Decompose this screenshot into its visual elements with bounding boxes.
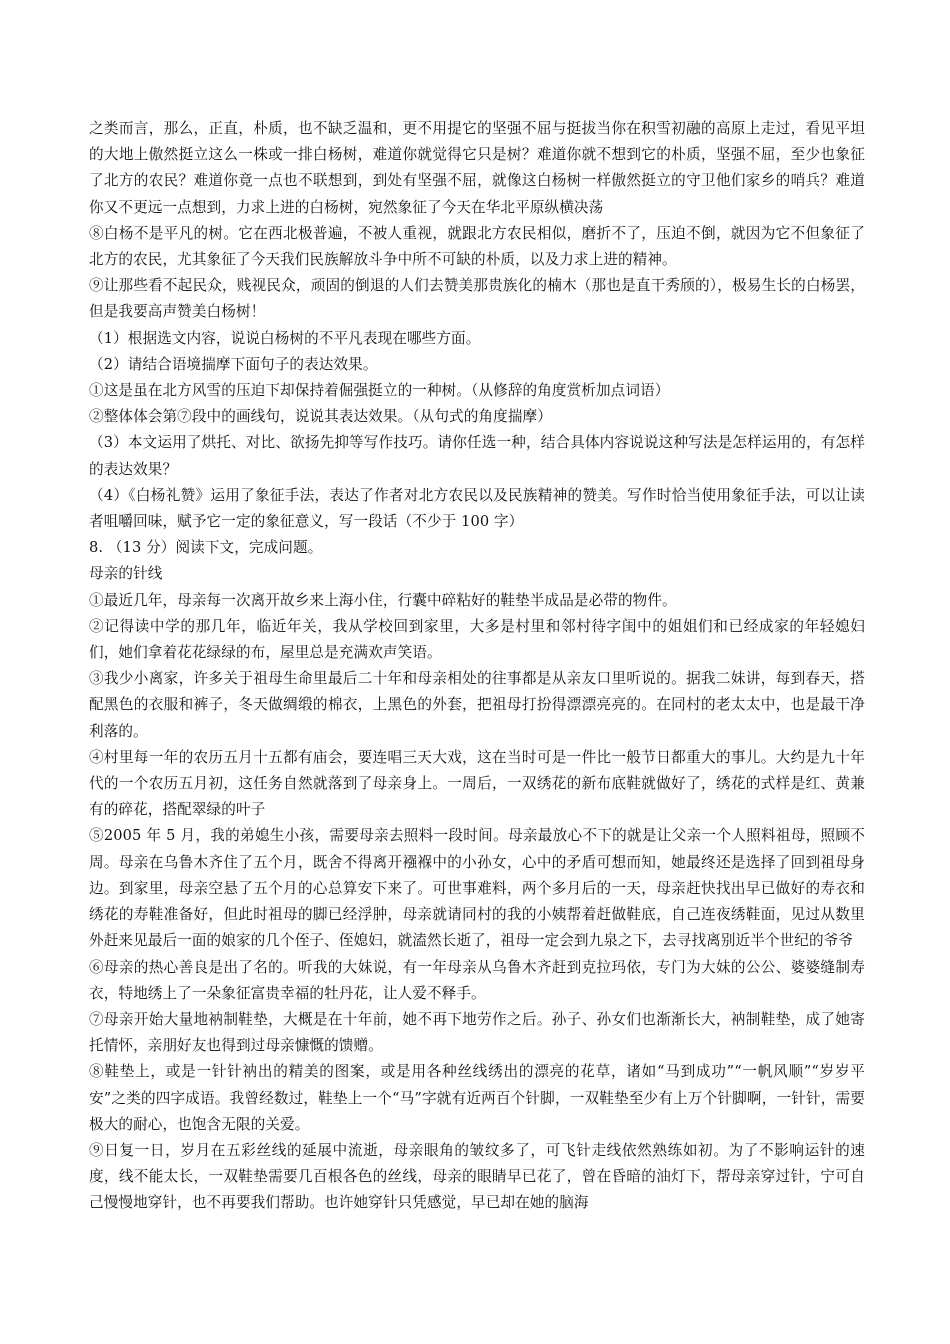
document-body <box>89 116 865 1217</box>
paragraph-text: ⑧鞋垫上，或是一针针衲出的精美的图案，或是用各种丝线绣出的漂亮的花草，诸如“马到成功”“一帆风顺”“岁岁平安”之类的四字成语。我曾经数过，鞋垫上一个“马”字就有近两百个针脚，一双鞋垫至少有上万个针脚啊，一针针，需要极大的耐心，也饱含无限的关爱。 <box>89 1063 865 1133</box>
paragraph-text: ⑨让那些看不起民众，贱视民众，顽固的倒退的人们去赞美那贵族化的楠木（那也是直干秀颀的），极易生长的白杨罢，但是我要高声赞美白杨树！ <box>89 277 865 321</box>
paragraph-text: ②记得读中学的那几年，临近年关，我从学校回到家里，大多是村里和邻村待字闺中的姐姐们和已经成家的年轻媳妇们，她们拿着花花绿绿的布，屋里总是充满欢声笑语。 <box>89 617 865 662</box>
paragraph-text: ①最近几年，母亲每一次离开故乡来上海小住，行囊中碎粘好的鞋垫半成品是必带的物件。 <box>89 591 677 609</box>
paragraph-text: ④村里每一年的农历五月十五都有庙会，要连唱三天大戏，这在当时可是一件比一般节日都重大的事儿。大约是九十年代的一个农历五月初，这任务自然就落到了母亲身上。一周后，一双绣花的新布底鞋就做好了，绣花的式样是红、黄兼有的碎花，搭配翠绿的叶子 <box>89 748 865 819</box>
paragraph-text: ③我少小离家，许多关于祖母生命里最后二十年和母亲相处的往事都是从亲友口里听说的。据我二妹讲，每到春天，搭配黑色的衣服和裤子，冬天做绸缎的棉衣，上黑色的外套，把祖母打扮得漂漂亮亮的。在同村的老太太中，也是最干净利落的。 <box>89 670 865 740</box>
question-text: （4）《白杨礼赞》运用了象征手法，表达了作者对北方农民以及民族精神的赞美。写作时恰当使用象征手法，可以让读者咀嚼回味，赋予它一定的象征意义，写一段话（不少于 100 字） <box>89 486 865 531</box>
paragraph-text: 之类而言，那么，正直，朴质，也不缺乏温和，更不用提它的坚强不屈与挺拔当你在积雪初融的高原上走过，看见平坦的大地上傲然挺立这么一株或一排白杨树，难道你就觉得它只是树？难道你就不想到它的朴质，坚强不屈，至少也象征了北方的农民？难道你竟一点也不联想到，到处有坚强不屈，就像这白杨树一样傲然挺立的守卫他们家乡的哨兵？难道你又不更远一点想到，力求上进的白杨树，宛然象征了今天在华北平原纵横决荡 <box>89 120 865 216</box>
article-title: 母亲的针线 <box>89 565 163 583</box>
question-text: ②整体体会第⑦段中的画线句，说说其表达效果。（从句式的角度揣摩） <box>89 408 552 426</box>
paragraph-text: ⑤2005 年 5 月，我的弟媳生小孩，需要母亲去照料一段时间。母亲最放心不下的就是让父亲一个人照料祖母，照顾不周。母亲在乌鲁木齐住了五个月，既舍不得离开襁褓中的小孙女，心中的矛盾可想而知，她最终还是选择了回到祖母身边。到家里，母亲空悬了五个月的心总算安下来了。可世事难料，两个多月后的一天，母亲赶快找出早已做好的寿衣和绣花的寿鞋准备好，但此时祖母的脚已经浮肿，母亲就请同村的我的小姨帮着赶做鞋底，自己连夜绣鞋面，见过从数里外赶来见最后一面的娘家的几个侄子、侄媳妇，就溘然长逝了，祖母一定会到九泉之下，去寻找离别近半个世纪的爷爷 <box>89 827 865 950</box>
paragraph-text: ⑥母亲的热心善良是出了名的。听我的大妹说，有一年母亲从乌鲁木齐赶到克拉玛依，专门为大妹的公公、婆婆缝制寿衣，特地绣上了一朵象征富贵幸福的牡丹花，让人爱不释手。 <box>89 958 865 1002</box>
section-heading: 8. （13 分）阅读下文，完成问题。 <box>89 539 323 557</box>
paragraph-text: ⑧白杨不是平凡的树。它在西北极普遍，不被人重视，就跟北方农民相似，磨折不了，压迫不倒，就因为它不但象征了北方的农民，尤其象征了今天我们民族解放斗争中所不可缺的朴质，以及力求上进的精神。 <box>89 224 865 269</box>
question-text: （3）本文运用了烘托、对比、欲扬先抑等写作技巧。请你任选一种，结合具体内容说说这种写法是怎样运用的，有怎样的表达效果？ <box>89 434 865 478</box>
question-text: （1）根据选文内容，说说白杨树的不平凡表现在哪些方面。 <box>89 329 481 347</box>
paragraph-text: ⑦母亲开始大量地衲制鞋垫，大概是在十年前，她不再下地劳作之后。孙子、孙女们也渐渐长大，衲制鞋垫，成了她寄托情怀，亲朋好友也得到过母亲慷慨的馈赠。 <box>89 1010 865 1055</box>
paragraph-text: ⑨日复一日，岁月在五彩丝线的延展中流逝，母亲眼角的皱纹多了，可飞针走线依然熟练如初。为了不影响运针的速度，线不能太长，一双鞋垫需要几百根各色的丝线，母亲的眼睛早已花了，曾在昏暗的油灯下，帮母亲穿过针，宁可自己慢慢地穿针，也不再要我们帮助。也许她穿针只凭感觉，早已却在她的脑海 <box>89 1141 865 1212</box>
question-text: （2）请结合语境揣摩下面句子的表达效果。 <box>89 355 378 373</box>
question-text: ①这是虽在北方风雪的压迫下却保持着倔强挺立的一种树。（从修辞的角度赏析加点词语） <box>89 382 670 400</box>
